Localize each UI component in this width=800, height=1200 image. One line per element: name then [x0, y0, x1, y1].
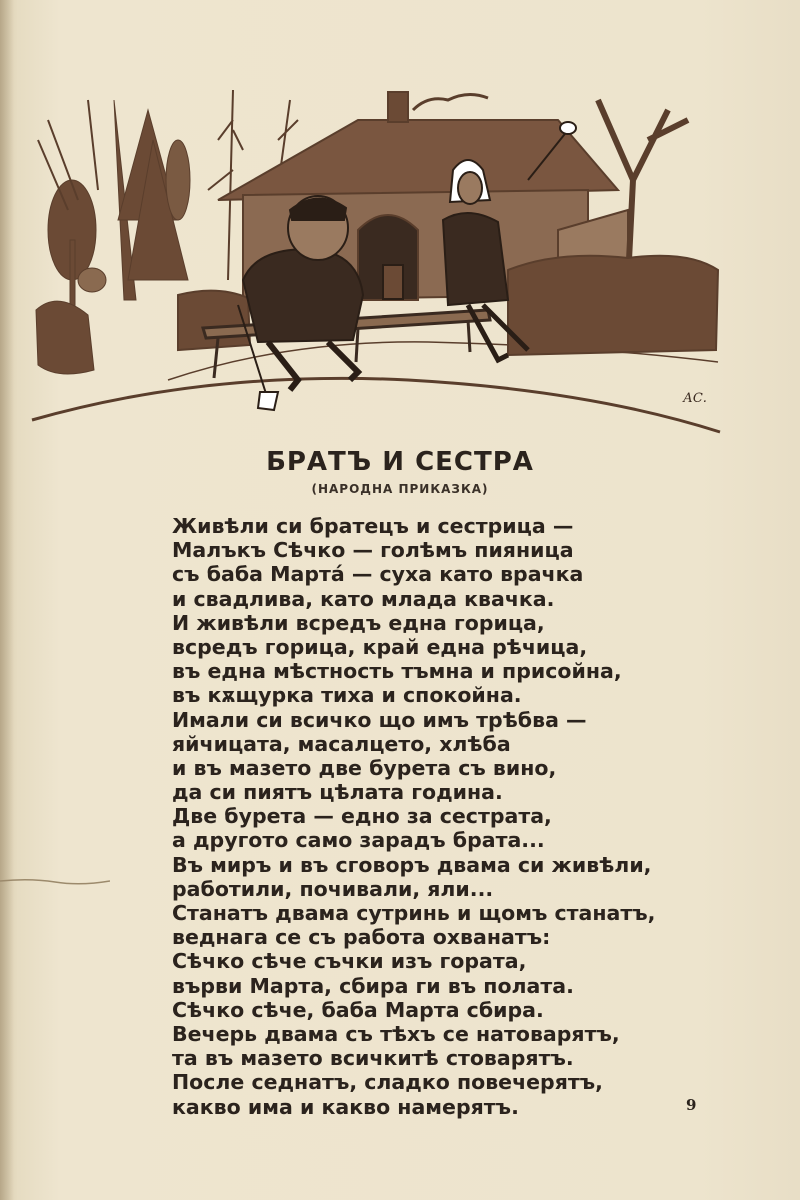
- poem-title: БРАТЪ И СЕСТРА: [266, 447, 534, 477]
- poem-line: и свадлива, като млада квачка.: [172, 586, 555, 611]
- poem-text: [172, 514, 655, 1119]
- hedge: [508, 256, 718, 355]
- poem-line: веднага се съ работа охванатъ:: [172, 925, 551, 950]
- poem-line: И живѣли всредъ една горица,: [172, 610, 545, 635]
- poem-line: върви Марта, сбира ги въ полата.: [172, 973, 574, 998]
- poem-line: работили, почивали, яли...: [172, 876, 494, 901]
- page-fold-crease: [0, 876, 110, 886]
- poem-line: Имали си всичко що имъ трѣбва —: [172, 707, 587, 732]
- poem-line: Вечерь двама съ тѣхъ се натоварятъ,: [172, 1021, 620, 1046]
- left-trees: [36, 100, 190, 374]
- poem-line: Сѣчко сѣче, баба Марта сбира.: [172, 997, 544, 1022]
- poem-line: какво има и какво намерятъ.: [172, 1094, 519, 1119]
- poem-line: всредъ горица, край една рѣчица,: [172, 634, 588, 659]
- poem-line: да си пиятъ цѣлата година.: [172, 780, 503, 805]
- poem-line: въ кѫщурка тиха и спокойна.: [172, 683, 522, 708]
- page-number: 9: [686, 1096, 697, 1114]
- poem-line: Сѣчко сѣче съчки изъ гората,: [172, 949, 527, 974]
- poem-line: яйчицата, масалцето, хлѣба: [172, 731, 511, 756]
- poem-line: После седнатъ, сладко повечерятъ,: [172, 1070, 603, 1095]
- poem-line: Станатъ двама сутринь и щомъ станатъ,: [172, 901, 656, 925]
- illustration-signature: АС.: [683, 391, 707, 406]
- poem-line: а другото само зарадъ брата...: [172, 828, 545, 853]
- ground-line: [32, 378, 720, 432]
- poem-subtitle: (НАРОДНА ПРИКАЗКА): [311, 482, 489, 496]
- poem-line: Въ миръ и въ сговоръ двама си живѣли,: [172, 852, 652, 877]
- poem-line: Две бурета — едно за сестрата,: [172, 804, 552, 829]
- page-edge-shadow: [0, 0, 14, 1200]
- illustration-brother-and-sister: [28, 80, 728, 455]
- poem-line: и въ мазето две бурета съ вино,: [172, 755, 557, 780]
- poem-line: та въ мазето всичкитѣ стоварятъ.: [172, 1046, 574, 1071]
- poem-line: въ една мѣстность тъмна и присойна,: [172, 659, 622, 684]
- poem-line: съ баба Мартá — суха като врачка: [172, 562, 584, 587]
- poem-line: Малъкъ Сѣчко — голѣмъ пияница: [172, 538, 574, 563]
- poem-line: Живѣли си братецъ и сестрица —: [172, 514, 574, 538]
